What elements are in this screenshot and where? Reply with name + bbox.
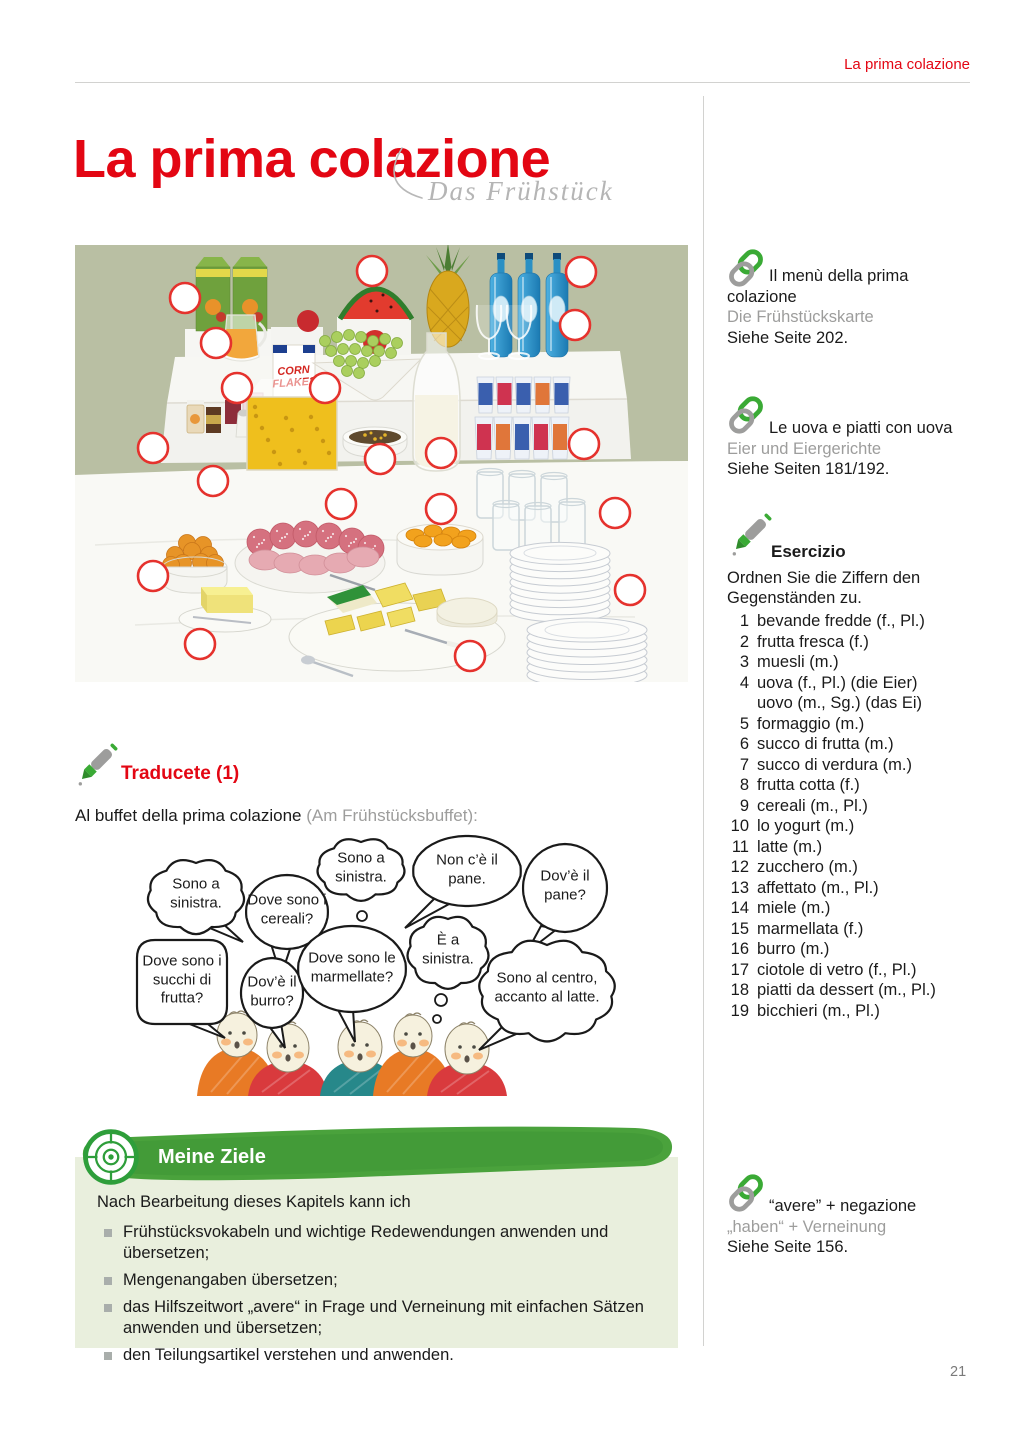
exercise-item [727, 919, 973, 940]
exercise-item [727, 632, 973, 653]
goal-item: Mengenangaben übersetzen; [97, 1270, 652, 1291]
item-text: ciotole di vetro (f., Pl.) [757, 960, 917, 979]
item-number: 12 [730, 858, 749, 876]
exercise-item [727, 837, 973, 858]
item-text: bevande fredde (f., Pl.) [757, 612, 925, 630]
exercise-item [727, 796, 973, 817]
item-text: latte (m.) [757, 837, 823, 856]
link-subtitle: Eier und Eiergerichte [727, 439, 882, 458]
speech-bubble-text: Dove sono le marmellate? [308, 949, 396, 985]
answer-circle[interactable] [170, 283, 200, 313]
answer-circle[interactable] [138, 433, 168, 463]
answer-circle[interactable] [560, 310, 590, 340]
exercise-item [727, 960, 973, 981]
speech-bubble-text: Non c’è il pane. [436, 851, 498, 887]
link-title: Il menù della prima colazione [727, 267, 909, 306]
answer-circle[interactable] [326, 489, 356, 519]
plate-stack [527, 618, 647, 682]
speech-bubble-text: È a sinistra. [422, 931, 474, 967]
goals-panel [75, 1157, 678, 1364]
item-text: lo yogurt (m.) [757, 817, 855, 835]
speech-bubble-text: Sono a sinistra. [170, 875, 222, 911]
goals-list [97, 1222, 652, 1366]
item-text: succo di frutta (m.) [757, 735, 894, 753]
speech-bubble-text: Sono al centro, accanto al latte. [494, 969, 600, 1005]
intro-german: (Am Frühstücksbuffet): [306, 806, 478, 825]
answer-circle[interactable] [310, 373, 340, 403]
speech-bubble-text: Dov’è il pane? [540, 867, 590, 903]
answer-circle[interactable] [566, 257, 596, 287]
traducete-heading: Traducete (1) [121, 763, 240, 784]
link-icon [727, 396, 765, 434]
exercise-item [727, 898, 973, 919]
exercise-item [727, 714, 973, 735]
item-number [727, 693, 749, 714]
header-rule [75, 82, 970, 83]
exercise-item [727, 693, 973, 714]
link-icon [727, 1174, 765, 1212]
apple [297, 310, 319, 332]
item-number: 17 [730, 960, 749, 979]
item-number: 2 [739, 632, 749, 651]
exercise-item [727, 652, 973, 673]
goal-item: den Teilungsartikel verstehen und anwenden. [97, 1345, 652, 1366]
link-page-reference: Siehe Seiten 181/192. [727, 460, 890, 478]
page-title: La prima colazione [73, 129, 551, 190]
item-number: 10 [730, 817, 749, 835]
sidebar-link-avere [727, 1174, 973, 1258]
buffet-photo-illustration [75, 245, 688, 682]
yogurt-cups [475, 377, 570, 459]
intro-italian: Al buffet della prima colazione [75, 806, 302, 825]
link-title: Le uova e piatti con uova [769, 419, 953, 437]
exercise-item [727, 939, 973, 960]
goals-intro: Nach Bearbeitung dieses Kapitels kann ich [97, 1193, 411, 1211]
speech-bubble-text: Dov’è il burro? [247, 973, 297, 1009]
sidebar-link-eggs [727, 396, 973, 480]
exercise-item [727, 673, 973, 694]
peach-bowl [397, 524, 483, 575]
answer-circle[interactable] [185, 629, 215, 659]
exercise-heading: Esercizio [771, 542, 846, 561]
answer-circle[interactable] [455, 641, 485, 671]
exercise-item [727, 755, 973, 776]
item-text: frutta fresca (f.) [757, 632, 869, 651]
answer-circle[interactable] [600, 498, 630, 528]
item-number: 16 [730, 940, 749, 958]
svg-text:CORNFLAKES: CORN [277, 363, 311, 379]
link-icon [727, 249, 765, 287]
item-number: 4 [739, 673, 749, 692]
item-number: 19 [730, 1001, 749, 1020]
item-text: zucchero (m.) [757, 858, 858, 876]
item-text: frutta cotta (f.) [757, 776, 860, 794]
exercise-item [727, 878, 973, 899]
exercise-item [727, 816, 973, 837]
item-number: 11 [731, 837, 749, 856]
answer-circle[interactable] [201, 328, 231, 358]
dessert-plate-stack [510, 542, 610, 622]
link-page-reference: Siehe Seite 202. [727, 328, 849, 347]
item-text: formaggio (m.) [757, 714, 865, 733]
speech-bubble-text: Sono a sinistra. [335, 849, 387, 885]
item-text: muesli (m.) [757, 653, 839, 671]
answer-circle[interactable] [365, 444, 395, 474]
item-number: 13 [730, 878, 749, 897]
exercise-item [727, 734, 973, 755]
item-number: 1 [739, 612, 749, 630]
item-text: cereali (m., Pl.) [757, 796, 868, 815]
item-text: affettato (m., Pl.) [757, 878, 879, 897]
answer-circle[interactable] [138, 561, 168, 591]
item-number: 6 [739, 735, 749, 753]
link-subtitle: „haben“ + Verneinung [727, 1217, 887, 1236]
item-number: 7 [739, 755, 749, 774]
link-subtitle: Die Frühstückskarte [727, 308, 874, 326]
answer-circle[interactable] [198, 466, 228, 496]
exercise-instruction: Ordnen Sie die Ziffern den Gegenständen zu. [727, 569, 921, 607]
answer-circle[interactable] [569, 429, 599, 459]
pencil-icon [73, 742, 119, 788]
item-text: uova (f., Pl.) (die Eier) [757, 673, 918, 692]
exercise-item [727, 857, 973, 878]
item-number: 14 [730, 899, 749, 917]
exercise-item [727, 611, 973, 632]
answer-circle[interactable] [357, 256, 387, 286]
item-text: succo di verdura (m.) [757, 755, 912, 774]
speech-bubble-text: Dove sono i cereali? [247, 891, 327, 927]
sidebar-divider [703, 96, 704, 1346]
item-number: 5 [739, 714, 749, 733]
item-number: 3 [739, 653, 749, 671]
goal-item: das Hilfszeitwort „avere“ in Frage und Verneinung mit einfachen Sätzen anwenden und übersetzen; [97, 1297, 652, 1339]
item-number: 9 [739, 796, 749, 815]
item-text: miele (m.) [757, 899, 831, 917]
goals-heading: Meine Ziele [158, 1146, 266, 1168]
exercise-item [727, 980, 973, 1001]
sidebar-exercise [727, 512, 973, 1021]
link-title: “avere” + negazione [769, 1197, 917, 1215]
traducete-intro [75, 806, 478, 826]
page-number: 21 [950, 1364, 967, 1380]
answer-circle[interactable] [426, 494, 456, 524]
answer-circle[interactable] [426, 438, 456, 468]
cartoon-scene [75, 830, 688, 1108]
running-header: La prima colazione [844, 56, 970, 73]
item-number: 18 [730, 981, 749, 999]
exercise-item-list [727, 611, 973, 1021]
item-number: 8 [739, 776, 749, 794]
item-text: marmellata (f.) [757, 919, 864, 938]
exercise-item [727, 775, 973, 796]
link-page-reference: Siehe Seite 156. [727, 1238, 849, 1256]
goal-item: Frühstücksvokabeln und wichtige Redewendungen anwenden und übersetzen; [97, 1222, 652, 1264]
speech-bubble-text: Dove sono i succhi di frutta? [142, 952, 222, 1007]
buffet-photo [75, 245, 688, 682]
item-number: 15 [730, 919, 749, 938]
pencil-icon [727, 512, 773, 558]
answer-circle[interactable] [222, 373, 252, 403]
sidebar-link-menu [727, 249, 973, 348]
answer-circle[interactable] [615, 575, 645, 605]
title-translation: Das Frühstück [428, 176, 614, 206]
target-icon [82, 1128, 140, 1186]
item-text: bicchieri (m., Pl.) [757, 1001, 880, 1020]
item-text: burro (m.) [757, 940, 830, 958]
item-text: piatti da dessert (m., Pl.) [757, 981, 936, 999]
item-text: uovo (m., Sg.) (das Ei) [757, 694, 923, 712]
exercise-item [727, 1001, 973, 1022]
